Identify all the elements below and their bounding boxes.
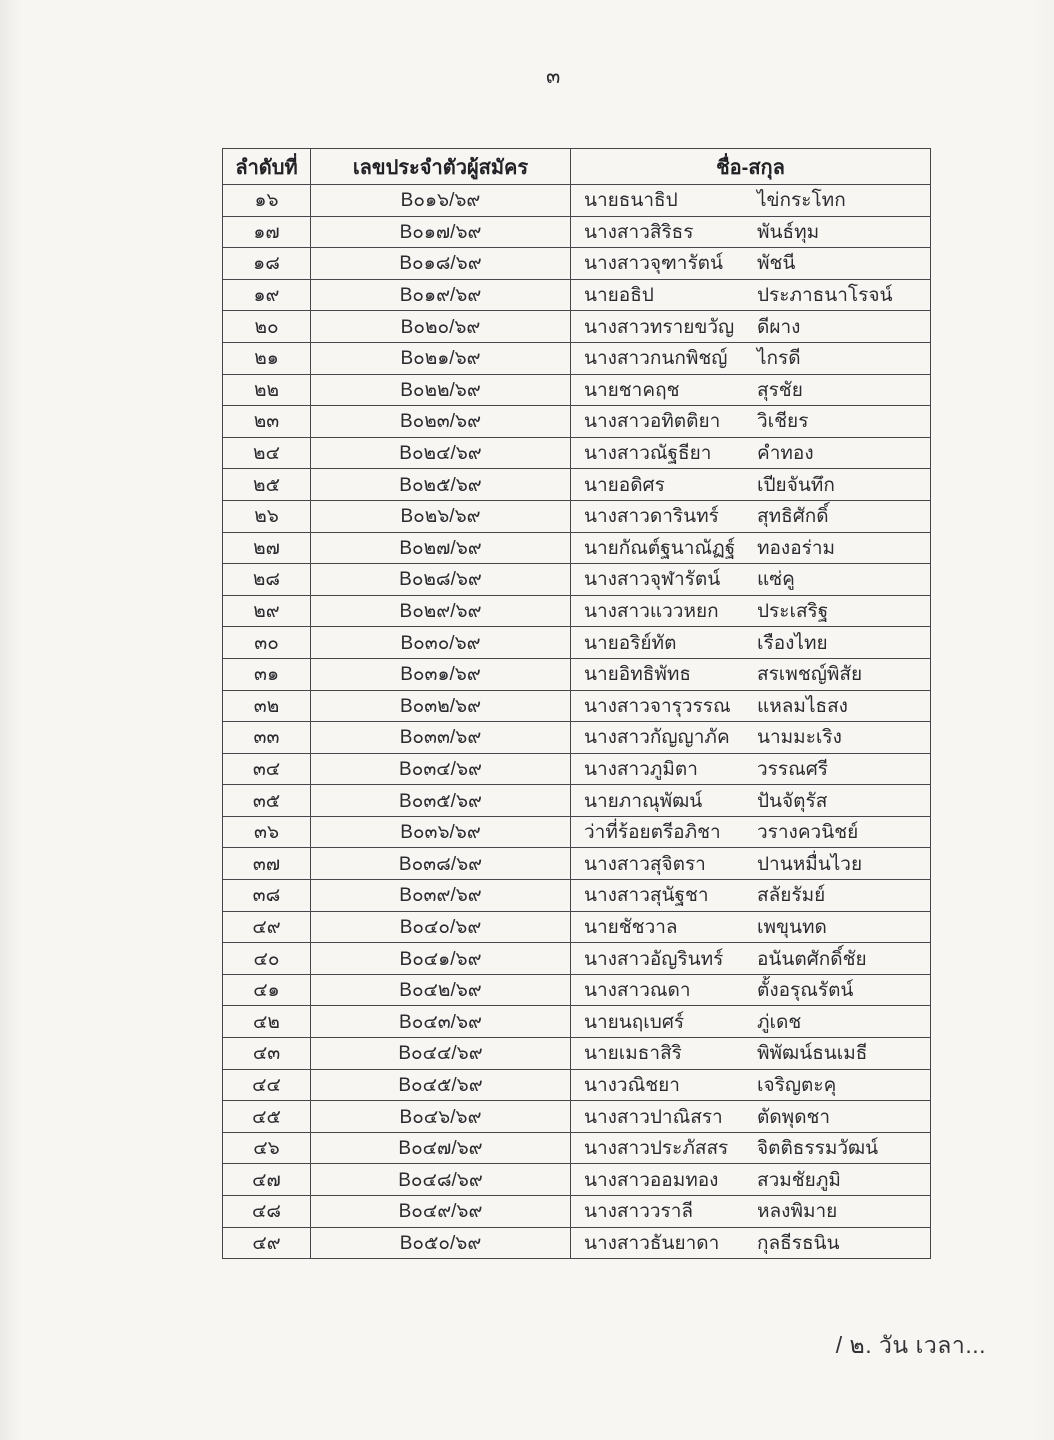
first-name-text: นางสาวอัญรินทร์ — [584, 948, 724, 970]
first-name-text: นางสาวกนกพิชญ์ — [584, 348, 728, 370]
surname-text: อนันตศักดิ์ชัย — [757, 948, 867, 970]
row-number-cell: ๒๐ — [223, 311, 311, 343]
row-number-cell: ๔๔ — [223, 1069, 311, 1101]
surname-text: เจริญตะคุ — [757, 1074, 837, 1096]
row-number-cell: ๑๙ — [223, 279, 311, 311]
table-row — [223, 627, 931, 659]
applicant-id-cell: B๐๒๓/๖๙ — [311, 406, 571, 438]
surname-text: ดีผาง — [757, 316, 801, 338]
row-number-cell: ๑๗ — [223, 216, 311, 248]
name-cell — [571, 374, 931, 406]
name-cell — [571, 406, 931, 438]
first-name-text: นางสาวณดา — [584, 980, 691, 1002]
applicant-id-cell: B๐๒๙/๖๙ — [311, 595, 571, 627]
table-row — [223, 1006, 931, 1038]
first-name-text: นางสาวดารินทร์ — [584, 506, 719, 528]
surname-text: สลัยรัมย์ — [757, 885, 826, 907]
name-cell — [571, 1164, 931, 1196]
applicant-id-cell: B๐๔๗/๖๙ — [311, 1132, 571, 1164]
row-number-cell: ๓๕ — [223, 785, 311, 817]
surname-text: ปานหมื่นไวย — [757, 853, 863, 875]
first-name-text: นางสาวณัฐธียา — [584, 443, 712, 465]
surname-text: ประภาธนาโรจน์ — [757, 285, 893, 307]
applicant-id-cell: B๐๓๔/๖๙ — [311, 753, 571, 785]
row-number-cell: ๓๓ — [223, 722, 311, 754]
first-name-text: นางสาวประภัสสร — [584, 1138, 729, 1160]
footer-continuation-note: / ๒. วัน เวลา... — [835, 1332, 986, 1358]
row-number-cell: ๔๖ — [223, 1132, 311, 1164]
applicant-id-cell: B๐๔๑/๖๙ — [311, 943, 571, 975]
first-name-text: นางสาวภูมิตา — [584, 758, 698, 780]
applicant-id-cell: B๐๓๘/๖๙ — [311, 848, 571, 880]
surname-text: สวมชัยภูมิ — [757, 1169, 841, 1191]
table-row — [223, 880, 931, 912]
applicant-id-cell: B๐๑๙/๖๙ — [311, 279, 571, 311]
name-cell — [571, 880, 931, 912]
name-cell — [571, 1132, 931, 1164]
surname-text: ปันจัตุรัส — [757, 790, 828, 812]
row-number-cell: ๑๖ — [223, 185, 311, 217]
surname-text: ตั้งอรุณรัตน์ — [757, 980, 854, 1002]
row-number-cell: ๔๓ — [223, 1038, 311, 1070]
applicant-id-cell: B๐๒๔/๖๙ — [311, 437, 571, 469]
name-cell — [571, 785, 931, 817]
table-row — [223, 816, 931, 848]
row-number-cell: ๓๑ — [223, 658, 311, 690]
table-row — [223, 248, 931, 280]
table-row — [223, 1164, 931, 1196]
table-row — [223, 753, 931, 785]
surname-text: ทองอร่าม — [757, 537, 836, 559]
first-name-text: นายอธิป — [584, 285, 654, 307]
name-cell — [571, 311, 931, 343]
name-cell — [571, 248, 931, 280]
applicant-id-cell: B๐๓๐/๖๙ — [311, 627, 571, 659]
row-number-cell: ๒๖ — [223, 500, 311, 532]
first-name-text: นางสาวแววหยก — [584, 601, 719, 623]
table-row — [223, 974, 931, 1006]
header-applicant-id: เลขประจำตัวผู้สมัคร — [311, 149, 571, 185]
table-row — [223, 1196, 931, 1228]
surname-text: จิตติธรรมวัฒน์ — [757, 1138, 879, 1160]
surname-text: เพขุนทด — [757, 916, 827, 938]
surname-text: กุลธีรธนิน — [757, 1232, 840, 1254]
row-number-cell: ๔๙ — [223, 911, 311, 943]
page-number: ๓ — [546, 65, 561, 88]
surname-text: พิพัฒน์ธนเมธี — [757, 1043, 868, 1065]
name-cell — [571, 500, 931, 532]
surname-text: สุทธิศักดิ์ — [757, 506, 829, 528]
row-number-cell: ๓๔ — [223, 753, 311, 785]
first-name-text: นายเมธาสิริ — [584, 1043, 682, 1065]
name-cell — [571, 974, 931, 1006]
table-row — [223, 342, 931, 374]
name-cell — [571, 437, 931, 469]
row-number-cell: ๒๑ — [223, 342, 311, 374]
table-row — [223, 564, 931, 596]
name-cell — [571, 658, 931, 690]
surname-text: คำทอง — [757, 443, 814, 465]
row-number-cell: ๒๔ — [223, 437, 311, 469]
applicant-table — [222, 148, 931, 1259]
first-name-text: นางสาวธันยาดา — [584, 1232, 720, 1254]
first-name-text: นางสาวจุฬารัตน์ — [584, 569, 721, 591]
table-row — [223, 406, 931, 438]
first-name-text: นายอิทธิพัทธ — [584, 664, 691, 686]
applicant-id-cell: B๐๔๘/๖๙ — [311, 1164, 571, 1196]
table-row — [223, 1069, 931, 1101]
applicant-id-cell: B๐๓๖/๖๙ — [311, 816, 571, 848]
header-row — [223, 149, 931, 185]
applicant-id-cell: B๐๒๖/๖๙ — [311, 500, 571, 532]
first-name-text: นางสาวทรายขวัญ — [584, 316, 735, 338]
row-number-cell: ๒๓ — [223, 406, 311, 438]
name-cell — [571, 1006, 931, 1038]
row-number-cell: ๔๕ — [223, 1101, 311, 1133]
table-row — [223, 1227, 931, 1259]
name-cell — [571, 1069, 931, 1101]
name-cell — [571, 279, 931, 311]
name-cell — [571, 848, 931, 880]
name-cell — [571, 753, 931, 785]
first-name-text: นายอริย์ทัต — [584, 632, 677, 654]
first-name-text: นางสาวออมทอง — [584, 1169, 719, 1191]
surname-text: วรางควนิชย์ — [757, 822, 859, 844]
name-cell — [571, 816, 931, 848]
name-cell — [571, 564, 931, 596]
surname-text: ไกรดี — [757, 348, 801, 370]
table-row — [223, 785, 931, 817]
surname-text: ประเสริฐ — [757, 601, 829, 623]
surname-text: เปียจันทึก — [757, 474, 835, 496]
applicant-id-cell: B๐๔๕/๖๙ — [311, 1069, 571, 1101]
applicant-id-cell: B๐๑๘/๖๙ — [311, 248, 571, 280]
row-number-cell: ๔๘ — [223, 1196, 311, 1228]
table-row — [223, 658, 931, 690]
first-name-text: นางสาวสุจิตรา — [584, 853, 706, 875]
header-name-surname: ชื่อ-สกุล — [571, 149, 931, 185]
name-cell — [571, 1038, 931, 1070]
row-number-cell: ๑๘ — [223, 248, 311, 280]
table-row — [223, 279, 931, 311]
row-number-cell: ๔๒ — [223, 1006, 311, 1038]
surname-text: พัชนี — [757, 253, 796, 275]
first-name-text: นางสาววราลี — [584, 1201, 694, 1223]
name-cell — [571, 185, 931, 217]
table-row — [223, 532, 931, 564]
applicant-id-cell: B๐๔๔/๖๙ — [311, 1038, 571, 1070]
applicant-id-cell: B๐๔๙/๖๙ — [311, 1196, 571, 1228]
applicant-id-cell: B๐๑๖/๖๙ — [311, 185, 571, 217]
table-row — [223, 690, 931, 722]
first-name-text: นางสาวปาณิสรา — [584, 1106, 723, 1128]
surname-text: สรเพชญ์พิสัย — [757, 664, 863, 686]
first-name-text: นางสาวอทิตติยา — [584, 411, 721, 433]
row-number-cell: ๔๙ — [223, 1227, 311, 1259]
row-number-cell: ๒๘ — [223, 564, 311, 596]
applicant-id-cell: B๐๒๗/๖๙ — [311, 532, 571, 564]
first-name-text: นางสาวจุฑารัตน์ — [584, 253, 723, 275]
table-row — [223, 437, 931, 469]
surname-text: แหลมไธสง — [757, 695, 848, 717]
applicant-id-cell: B๐๓๙/๖๙ — [311, 880, 571, 912]
applicant-id-cell: B๐๒๒/๖๙ — [311, 374, 571, 406]
table-row — [223, 1038, 931, 1070]
row-number-cell: ๓๖ — [223, 816, 311, 848]
table-row — [223, 848, 931, 880]
table-row — [223, 722, 931, 754]
table-row — [223, 185, 931, 217]
applicant-id-cell: B๐๒๘/๖๙ — [311, 564, 571, 596]
applicant-id-cell: B๐๕๐/๖๙ — [311, 1227, 571, 1259]
surname-text: ตัดพุดชา — [757, 1106, 831, 1128]
table-row — [223, 943, 931, 975]
applicant-table-body — [223, 185, 931, 1259]
applicant-id-cell: B๐๓๕/๖๙ — [311, 785, 571, 817]
name-cell — [571, 722, 931, 754]
row-number-cell: ๓๗ — [223, 848, 311, 880]
first-name-text: นางสาวจารุวรรณ — [584, 695, 731, 717]
name-cell — [571, 595, 931, 627]
first-name-text: นางวณิชยา — [584, 1074, 680, 1096]
first-name-text: นางสาวสุนัฐชา — [584, 885, 709, 907]
row-number-cell: ๓๘ — [223, 880, 311, 912]
row-number-cell: ๒๙ — [223, 595, 311, 627]
table-row — [223, 595, 931, 627]
name-cell — [571, 1227, 931, 1259]
table-row — [223, 216, 931, 248]
surname-text: วรรณศรี — [757, 758, 828, 780]
surname-text: แซ่คู — [757, 569, 795, 591]
name-cell — [571, 627, 931, 659]
surname-text: สุรชัย — [757, 379, 803, 401]
surname-text: หลงพิมาย — [757, 1201, 838, 1223]
applicant-table-container — [222, 148, 930, 1259]
first-name-text: นางสาวสิริธร — [584, 221, 694, 243]
row-number-cell: ๔๑ — [223, 974, 311, 1006]
first-name-text: นายกัณต์ฐนาณัฏฐ์ — [584, 537, 736, 559]
applicant-id-cell: B๐๔๖/๖๙ — [311, 1101, 571, 1133]
name-cell — [571, 342, 931, 374]
applicant-id-cell: B๐๔๓/๖๙ — [311, 1006, 571, 1038]
row-number-cell: ๒๗ — [223, 532, 311, 564]
table-row — [223, 1101, 931, 1133]
applicant-id-cell: B๐๓๑/๖๙ — [311, 658, 571, 690]
name-cell — [571, 1101, 931, 1133]
first-name-text: นายภาณุพัฒน์ — [584, 790, 703, 812]
table-row — [223, 469, 931, 501]
first-name-text: นายชัชวาล — [584, 916, 678, 938]
surname-text: ภู่เดช — [757, 1011, 802, 1033]
surname-text: ไข่กระโทก — [757, 190, 846, 212]
first-name-text: นายธนาธิป — [584, 190, 678, 212]
name-cell — [571, 216, 931, 248]
first-name-text: ว่าที่ร้อยตรีอภิชา — [584, 822, 721, 844]
table-row — [223, 1132, 931, 1164]
applicant-table-header — [223, 149, 931, 185]
first-name-text: นายอดิศร — [584, 474, 665, 496]
applicant-id-cell: B๐๒๐/๖๙ — [311, 311, 571, 343]
applicant-id-cell: B๐๑๗/๖๙ — [311, 216, 571, 248]
row-number-cell: ๒๕ — [223, 469, 311, 501]
name-cell — [571, 532, 931, 564]
row-number-cell: ๓๒ — [223, 690, 311, 722]
row-number-cell: ๔๗ — [223, 1164, 311, 1196]
surname-text: นามมะเริง — [757, 727, 842, 749]
table-row — [223, 911, 931, 943]
row-number-cell: ๓๐ — [223, 627, 311, 659]
surname-text: วิเชียร — [757, 411, 809, 433]
first-name-text: นายนฤเบศร์ — [584, 1011, 685, 1033]
row-number-cell: ๔๐ — [223, 943, 311, 975]
row-number-cell: ๒๒ — [223, 374, 311, 406]
name-cell — [571, 690, 931, 722]
name-cell — [571, 943, 931, 975]
applicant-id-cell: B๐๒๑/๖๙ — [311, 342, 571, 374]
surname-text: เรืองไทย — [757, 632, 828, 654]
name-cell — [571, 1196, 931, 1228]
applicant-id-cell: B๐๔๐/๖๙ — [311, 911, 571, 943]
applicant-id-cell: B๐๔๒/๖๙ — [311, 974, 571, 1006]
applicant-id-cell: B๐๓๒/๖๙ — [311, 690, 571, 722]
name-cell — [571, 911, 931, 943]
first-name-text: นายชาคฤช — [584, 379, 680, 401]
name-cell — [571, 469, 931, 501]
applicant-id-cell: B๐๒๕/๖๙ — [311, 469, 571, 501]
table-row — [223, 374, 931, 406]
applicant-id-cell: B๐๓๓/๖๙ — [311, 722, 571, 754]
first-name-text: นางสาวกัญญาภัค — [584, 727, 730, 749]
table-row — [223, 311, 931, 343]
table-row — [223, 500, 931, 532]
header-no: ลำดับที่ — [223, 149, 311, 185]
surname-text: พันธ์ทุม — [757, 221, 820, 243]
